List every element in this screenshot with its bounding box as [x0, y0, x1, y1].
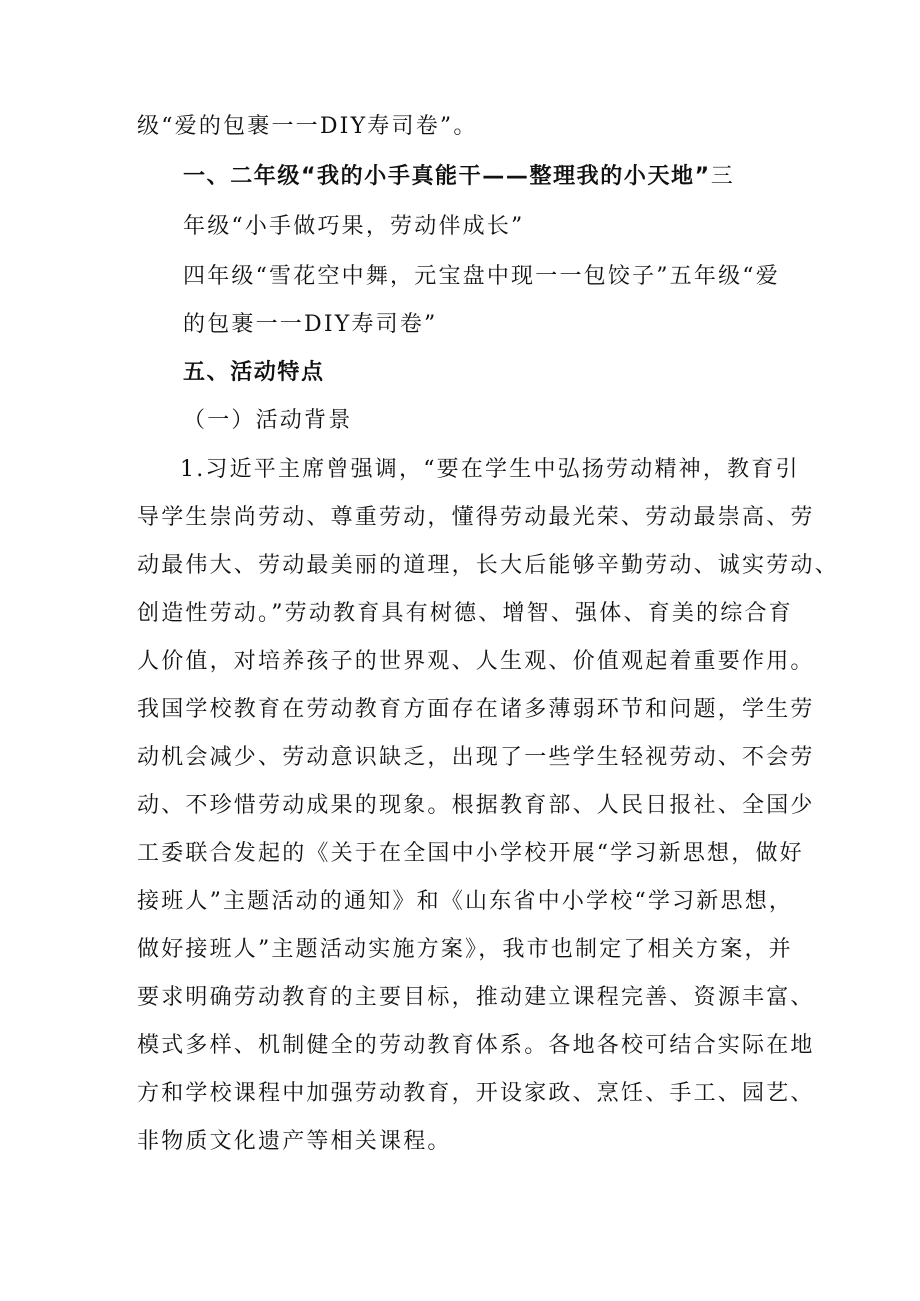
paragraph-line: 1.习近平主席曾强调，“要在学生中弘扬劳动精神，教育引: [180, 457, 800, 482]
heading-bold-text: 一、二年级“我的小手真能干——整理我的小天地”: [183, 164, 711, 189]
heading-tail-text: 三: [710, 164, 735, 189]
heading-grade-activities: [183, 162, 735, 192]
text-line: 的包裹一一DIY寿司卷”: [183, 312, 438, 337]
paragraph-line: 接班人”主题活动的通知》和《山东省中小学校“学习新思想，: [137, 889, 794, 914]
paragraph-line: 非物质文化遗产等相关课程。: [137, 1129, 452, 1154]
paragraph-line: 模式多样、机制健全的劳动教育体系。各地各校可结合实际在地: [137, 1033, 815, 1058]
text-line: 级“爱的包裹一一DIY寿司卷”。: [137, 114, 478, 139]
text-line: 年级“小手做巧果，劳动伴成长”: [183, 214, 525, 239]
subsection-heading-background: （一）活动背景: [183, 408, 353, 433]
paragraph-line: 做好接班人”主题活动实施方案》，我市也制定了相关方案，并: [137, 937, 793, 962]
paragraph-line: 要求明确劳动教育的主要目标，推动建立课程完善、资源丰富、: [137, 985, 815, 1010]
text-line: 四年级“雪花空中舞，元宝盘中现一一包饺子”五年级“爱: [183, 264, 780, 289]
paragraph-line: 方和学校课程中加强劳动教育，开设家政、烹饪、手工、园艺、: [137, 1081, 815, 1106]
paragraph-line: 动机会减少、劳动意识缺乏，出现了一些学生轻视劳动、不会劳: [137, 745, 815, 770]
paragraph-line: 创造性劳动。”劳动教育具有树德、增智、强体、育美的综合育: [137, 601, 793, 626]
paragraph-line: 动最伟大、劳动最美丽的道理，长大后能够辛勤劳动、诚实劳动、: [137, 553, 839, 578]
section-heading-activity-features: 五、活动特点: [183, 360, 325, 385]
paragraph-line: 导学生崇尚劳动、尊重劳动，懂得劳动最光荣、劳动最崇高、劳: [137, 505, 815, 530]
paragraph-line: 工委联合发起的《关于在全国中小学校开展“学习新思想，做好: [137, 841, 804, 866]
paragraph-line: 我国学校教育在劳动教育方面存在诸多薄弱环节和问题，学生劳: [137, 697, 815, 722]
paragraph-line: 人价值，对培养孩子的世界观、人生观、价值观起着重要作用。: [137, 649, 815, 674]
paragraph-line: 动、不珍惜劳动成果的现象。根据教育部、人民日报社、全国少: [137, 793, 815, 818]
